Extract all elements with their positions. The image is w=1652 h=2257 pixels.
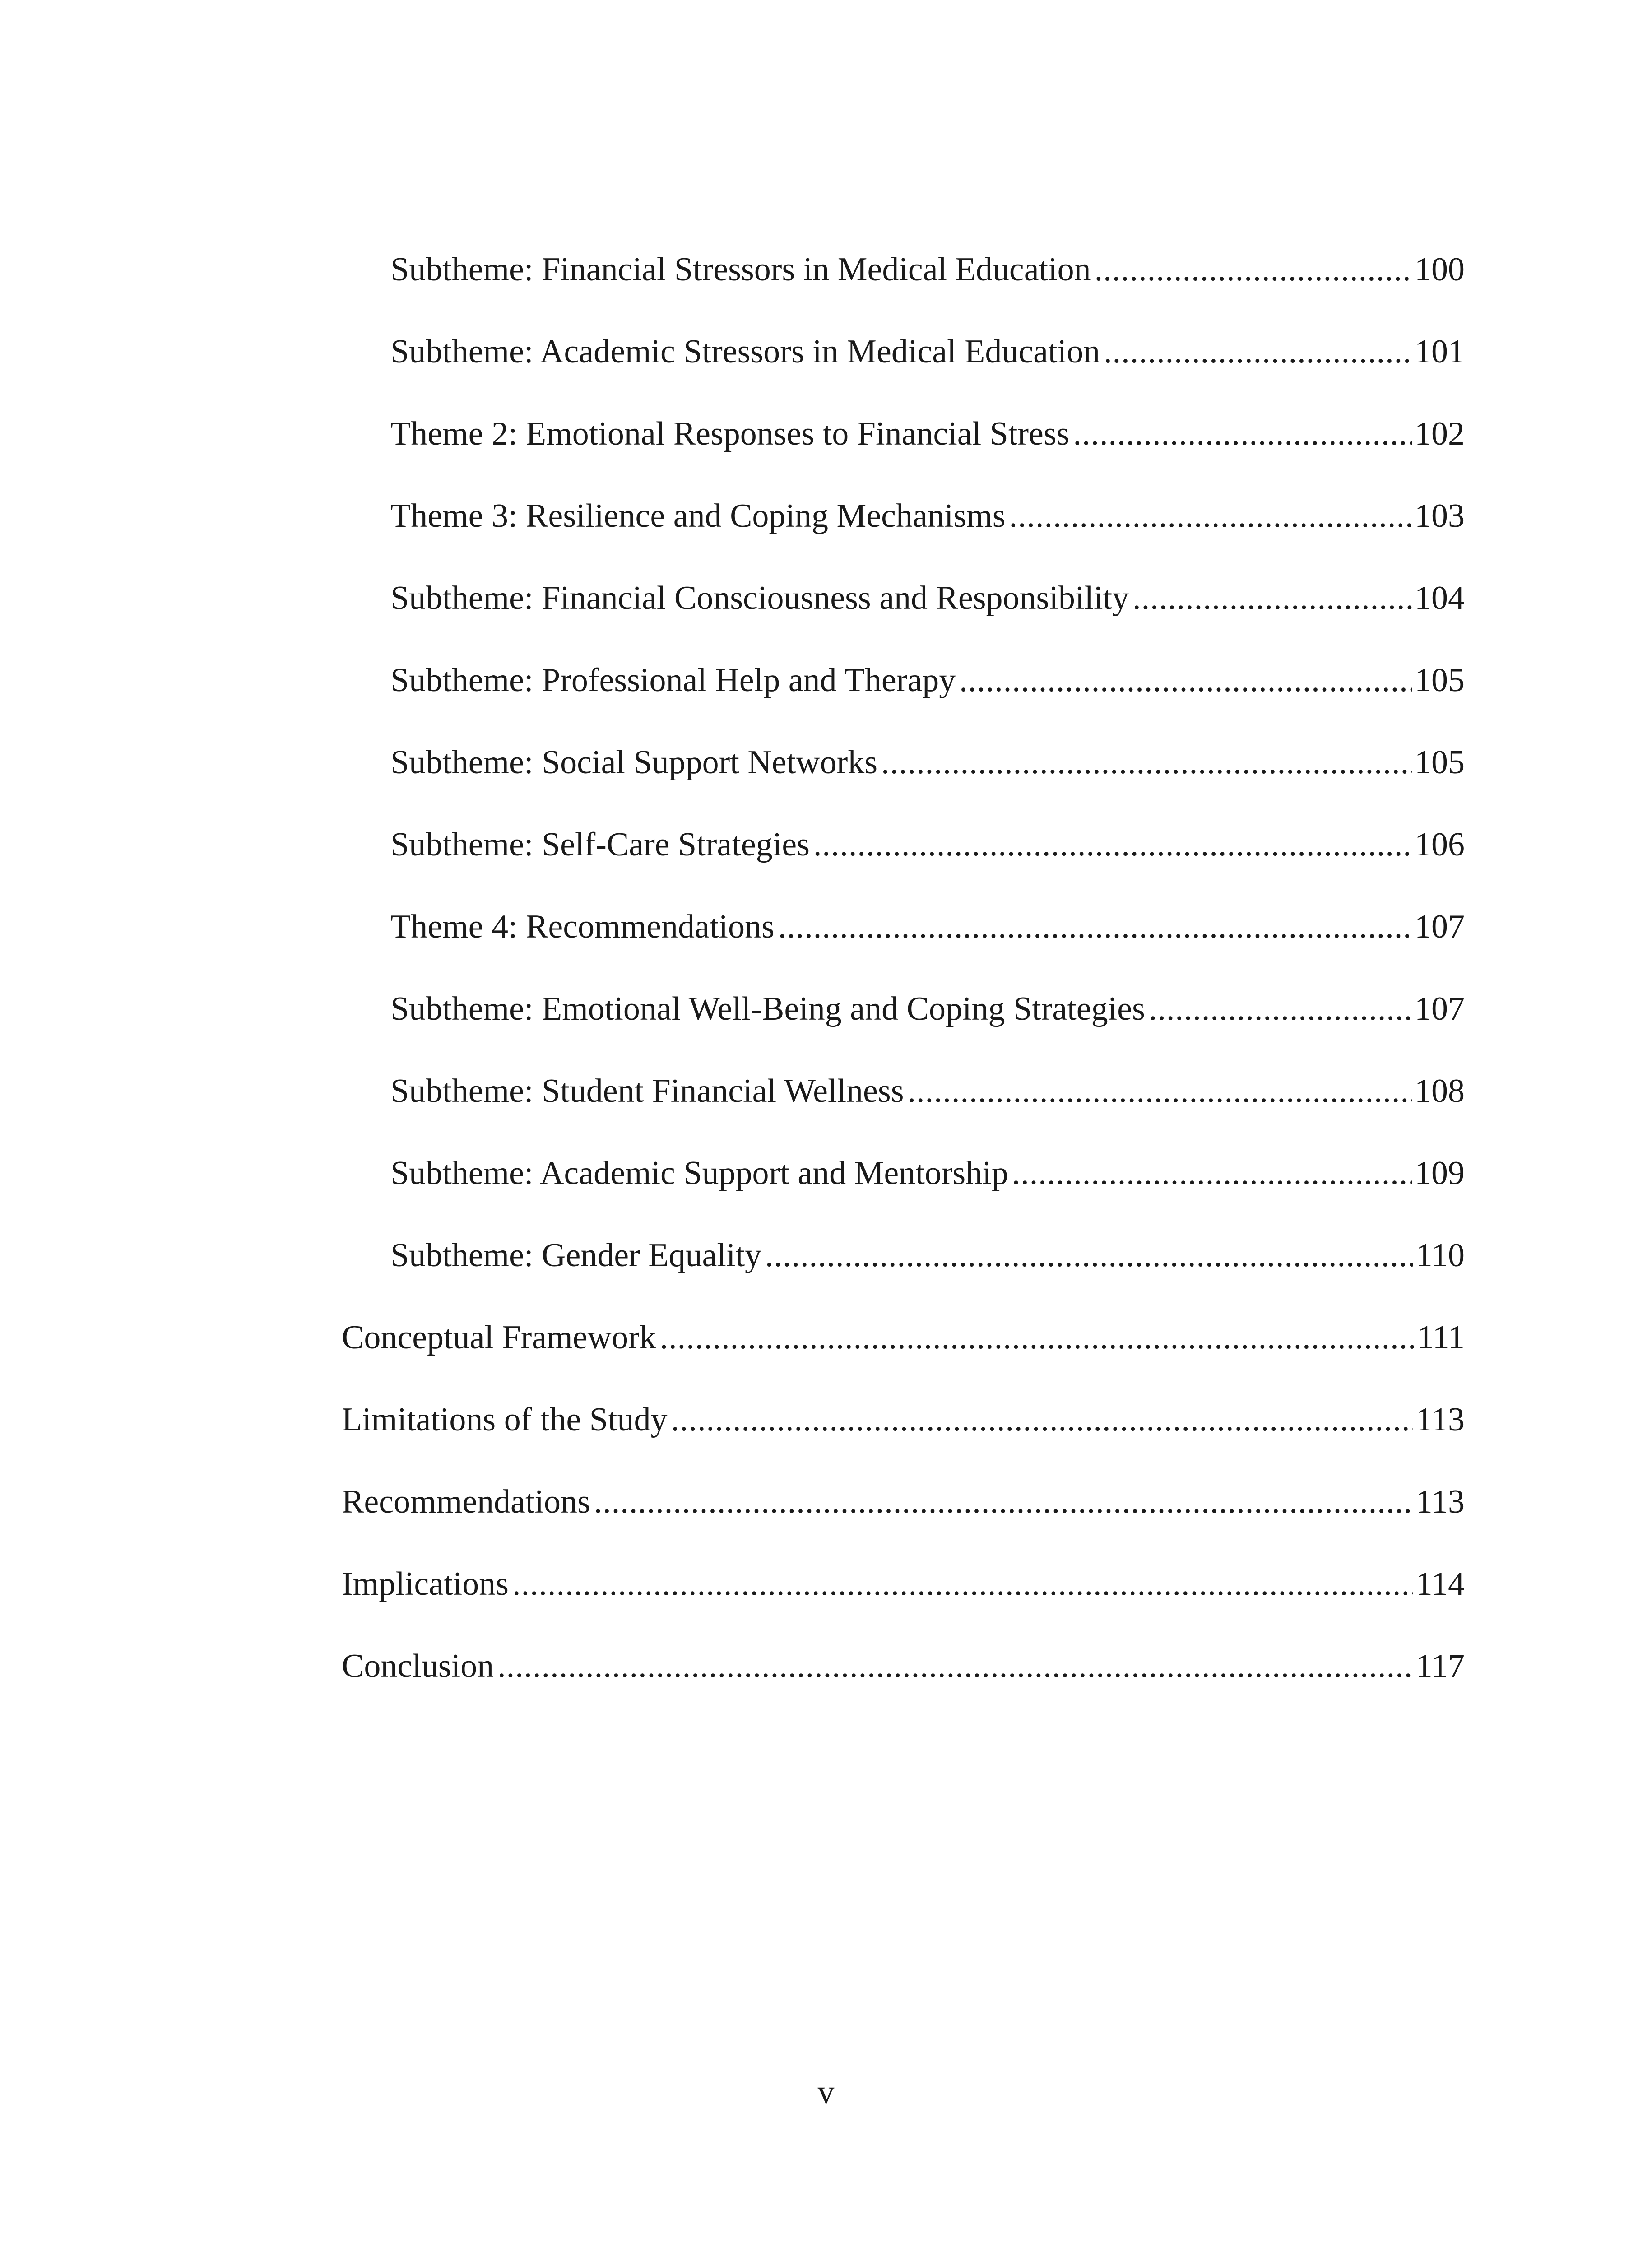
- toc-entry-label: Subtheme: Gender Equality: [390, 1239, 762, 1274]
- table-of-contents: [342, 253, 1465, 1732]
- toc-dot-leader: [671, 1403, 1413, 1436]
- toc-entry[interactable]: [342, 1321, 1465, 1403]
- toc-entry-label: Subtheme: Academic Stressors in Medical Education: [390, 335, 1100, 370]
- toc-entry-label: Subtheme: Social Support Networks: [390, 746, 878, 781]
- toc-dot-leader: [813, 828, 1412, 861]
- toc-entry[interactable]: [342, 1567, 1465, 1649]
- toc-entry-page: 107: [1415, 910, 1465, 945]
- toc-entry-page: 110: [1415, 1239, 1465, 1274]
- toc-dot-leader: [1012, 1156, 1412, 1190]
- toc-entry-page: 104: [1415, 581, 1465, 617]
- toc-entry-page: 103: [1415, 499, 1465, 534]
- toc-entry[interactable]: [342, 1485, 1465, 1567]
- toc-entry[interactable]: [342, 1403, 1465, 1485]
- toc-entry[interactable]: [342, 1239, 1465, 1321]
- toc-entry[interactable]: [342, 499, 1465, 581]
- toc-dot-leader: [497, 1649, 1413, 1683]
- toc-entry-label: Conclusion: [342, 1649, 494, 1685]
- toc-entry-label: Subtheme: Financial Stressors in Medical Education: [390, 253, 1091, 288]
- toc-dot-leader: [1149, 992, 1412, 1026]
- toc-entry[interactable]: [342, 1156, 1465, 1239]
- toc-dot-leader: [778, 910, 1412, 943]
- toc-dot-leader: [1132, 581, 1412, 615]
- toc-entry[interactable]: [342, 335, 1465, 417]
- toc-entry-label: Limitations of the Study: [342, 1403, 668, 1438]
- toc-entry[interactable]: [342, 1649, 1465, 1732]
- toc-dot-leader: [959, 664, 1412, 697]
- toc-entry-page: 102: [1415, 417, 1465, 452]
- toc-entry-page: 114: [1415, 1567, 1465, 1602]
- toc-entry-label: Theme 3: Resilience and Coping Mechanisms: [390, 499, 1006, 534]
- toc-dot-leader: [1009, 499, 1412, 533]
- page-number: v: [817, 2074, 835, 2111]
- toc-entry-label: Subtheme: Academic Support and Mentorship: [390, 1156, 1008, 1192]
- toc-entry[interactable]: [342, 253, 1465, 335]
- toc-entry-label: Implications: [342, 1567, 509, 1602]
- toc-dot-leader: [881, 746, 1412, 779]
- toc-dot-leader: [1095, 253, 1412, 286]
- toc-entry-page: 101: [1415, 335, 1465, 370]
- toc-dot-leader: [765, 1239, 1413, 1272]
- toc-entry[interactable]: [342, 417, 1465, 499]
- toc-entry-page: 107: [1415, 992, 1465, 1027]
- toc-dot-leader: [594, 1485, 1413, 1519]
- toc-entry[interactable]: [342, 664, 1465, 746]
- toc-entry-label: Theme 4: Recommendations: [390, 910, 775, 945]
- toc-dot-leader: [1073, 417, 1412, 450]
- toc-entry-label: Subtheme: Financial Consciousness and Responsibility: [390, 581, 1129, 617]
- toc-entry-label: Subtheme: Student Financial Wellness: [390, 1074, 904, 1110]
- toc-entry-page: 100: [1415, 253, 1465, 288]
- toc-entry-page: 117: [1415, 1649, 1465, 1685]
- toc-entry-label: Subtheme: Emotional Well-Being and Coping Strategies: [390, 992, 1145, 1027]
- toc-entry[interactable]: [342, 581, 1465, 664]
- toc-entry-label: Theme 2: Emotional Responses to Financial Stress: [390, 417, 1070, 452]
- toc-entry-label: Recommendations: [342, 1485, 590, 1520]
- toc-entry-page: 108: [1415, 1074, 1465, 1110]
- toc-entry[interactable]: [342, 992, 1465, 1074]
- toc-entry-page: 105: [1415, 746, 1465, 781]
- toc-dot-leader: [908, 1074, 1412, 1108]
- toc-entry-label: Conceptual Framework: [342, 1321, 656, 1356]
- toc-entry-page: 106: [1415, 828, 1465, 863]
- toc-dot-leader: [1104, 335, 1412, 368]
- toc-entry-label: Subtheme: Self-Care Strategies: [390, 828, 810, 863]
- toc-entry[interactable]: [342, 910, 1465, 992]
- toc-entry-page: 109: [1415, 1156, 1465, 1192]
- toc-entry-label: Subtheme: Professional Help and Therapy: [390, 664, 956, 699]
- toc-entry-page: 105: [1415, 664, 1465, 699]
- toc-entry[interactable]: [342, 1074, 1465, 1156]
- toc-entry-page: 113: [1415, 1403, 1465, 1438]
- toc-dot-leader: [512, 1567, 1413, 1601]
- toc-entry[interactable]: [342, 828, 1465, 910]
- toc-entry-page: 113: [1415, 1485, 1465, 1520]
- toc-entry-page: 111: [1417, 1321, 1465, 1356]
- toc-dot-leader: [660, 1321, 1415, 1354]
- toc-entry[interactable]: [342, 746, 1465, 828]
